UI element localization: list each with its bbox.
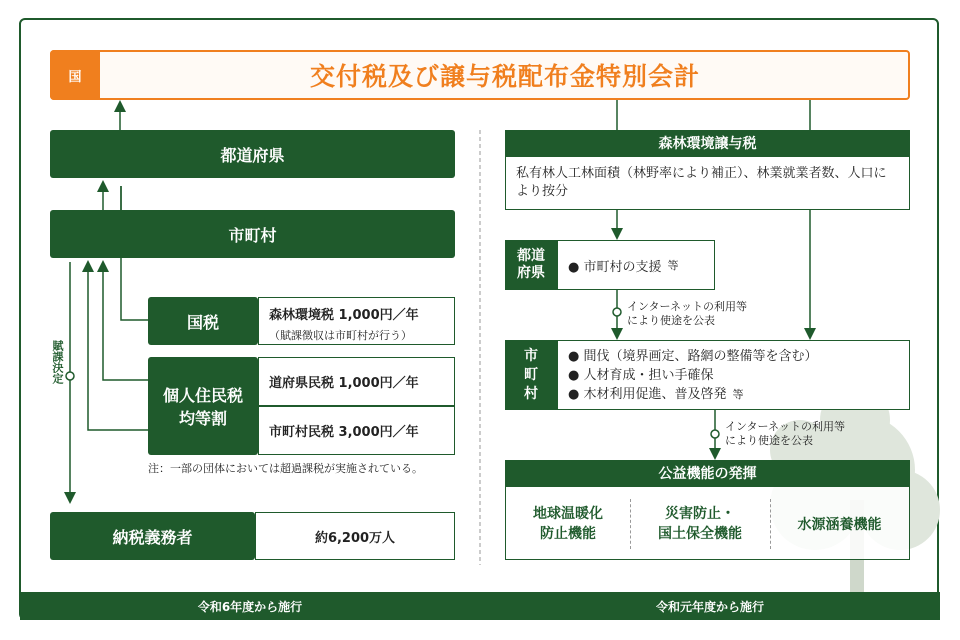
function-disaster-prevention — [630, 487, 770, 561]
excess-tax-note: 注：一部の団体においては超過課税が実施されている。 — [148, 462, 423, 475]
prefecture-label: 都道府県 — [220, 145, 285, 165]
function-2-line1: 災害防止・ — [665, 506, 735, 522]
kokuzei-detail-note: （賦課徴収は市町村が行う） — [269, 329, 412, 342]
municipality-box — [50, 210, 455, 258]
muni-use-wood: ● 木材利用促進、普及啓発 等 — [568, 387, 744, 402]
pref-tag — [505, 240, 557, 290]
disclosure-1-line1: インターネットの利用等 — [627, 300, 748, 313]
shichoson-tax-box — [258, 406, 455, 455]
footer-left: 令和6年度から施行 — [197, 599, 303, 614]
muni-tag-line3: 村 — [524, 385, 538, 402]
kokuzei-label: 国税 — [186, 312, 219, 332]
disclosure-note-1 — [627, 300, 767, 328]
disclosure-1-line2: により使途を公表 — [627, 314, 715, 327]
taxpayer-label: 納税義務者 — [112, 527, 193, 547]
pref-uses-box — [557, 240, 715, 290]
jouyozei-allocation: 私有林人工林面積（林野率により補正）、林業就業者数、人口により按分 — [505, 156, 910, 210]
taxpayer-count: 約6,200万人 — [255, 512, 455, 560]
kenmin-tax-box — [258, 357, 455, 406]
municipality-label: 市町村 — [228, 225, 277, 245]
muni-tag-line2: 町 — [524, 366, 538, 383]
national-tag: 国 — [50, 50, 100, 100]
pref-use-item: ● 市町村の支援 — [568, 259, 662, 275]
public-function-label: 公益機能の発揮 — [658, 466, 757, 482]
kojin-juminzei-box — [148, 357, 258, 455]
function-1-line1: 地球温暖化 — [533, 506, 603, 522]
muni-use-suffix: 等 — [732, 388, 744, 401]
muni-tag — [505, 340, 557, 410]
public-function-header — [505, 460, 910, 486]
public-function-box — [505, 486, 910, 560]
disclosure-2-line1: インターネットの利用等 — [725, 420, 846, 433]
pref-use-suffix: 等 — [667, 259, 679, 272]
muni-use-workforce: ● 人材育成・担い手確保 — [568, 368, 714, 383]
muni-uses-box — [557, 340, 910, 410]
jouyozei-header — [505, 130, 910, 156]
kokuzei-detail-rate: 森林環境税 1,000円／年 — [269, 308, 419, 323]
disclosure-2-line2: により使途を公表 — [725, 434, 813, 447]
function-2-line2: 国土保全機能 — [658, 526, 742, 542]
special-account-title: 交付税及び譲与税配布金特別会計 — [309, 62, 700, 91]
kenmin-tax-rate: 道府県民税 1,000円／年 — [269, 376, 419, 391]
shichoson-tax-rate: 市町村民税 3,000円／年 — [269, 425, 419, 440]
function-water-source: 水源涵養機能 — [797, 517, 882, 533]
footer-bar — [20, 592, 940, 620]
prefecture-box — [50, 130, 455, 178]
function-1-line2: 防止機能 — [540, 526, 596, 542]
function-global-warming — [506, 487, 630, 561]
taxpayer-box — [50, 512, 255, 560]
disclosure-note-2 — [725, 420, 865, 448]
jouyozei-label: 森林環境譲与税 — [658, 136, 757, 152]
kokuzei-box — [148, 297, 258, 345]
muni-use-thinning: ● 間伐（境界画定、路網の整備等を含む） — [568, 349, 818, 364]
fuka-kettei-label: 賦課決定 — [51, 340, 64, 384]
pref-tag-line1: 都道 — [517, 248, 545, 264]
kojin-label-line2: 均等割 — [178, 409, 227, 428]
kokuzei-detail-box — [258, 297, 455, 345]
muni-tag-line1: 市 — [524, 347, 538, 364]
footer-right: 令和元年度から施行 — [655, 599, 764, 614]
pref-tag-line2: 府県 — [517, 265, 545, 281]
kojin-label-line1: 個人住民税 — [162, 386, 243, 405]
